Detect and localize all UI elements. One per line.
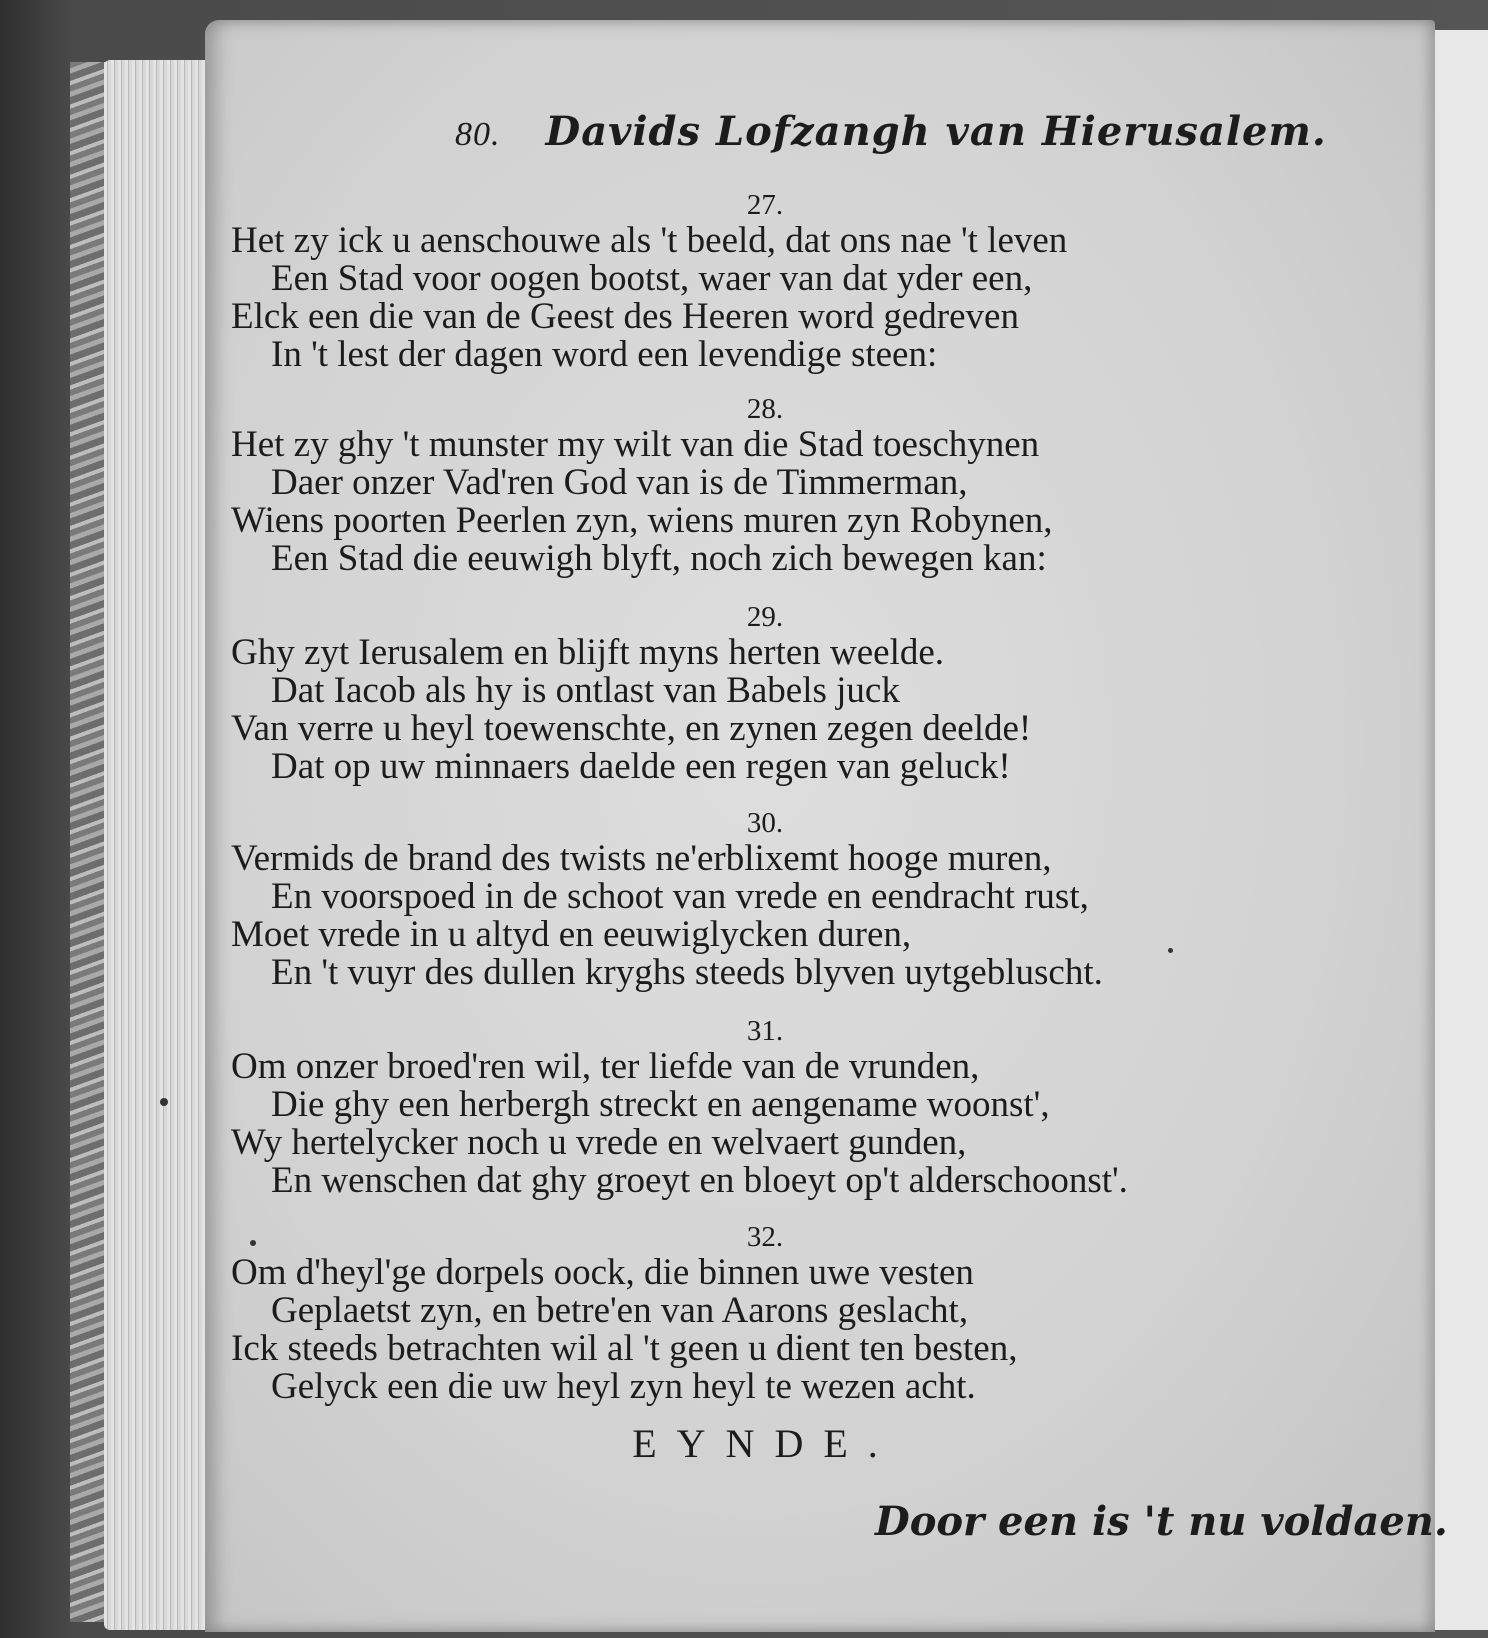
verse-line: En wenschen dat ghy groeyt en bloeyt op't alderschoonst'. — [271, 1160, 1128, 1201]
verse-line: In 't lest der dagen word een levendige steen: — [271, 334, 938, 375]
verse-line: Het zy ick u aenschouwe als 't beeld, dat ons nae 't leven — [231, 220, 1068, 261]
verse-line: En voorspoed in de schoot van vrede en eendracht rust, — [271, 876, 1089, 917]
verse-line: Ghy zyt Ierusalem en blijft myns herten weelde. — [231, 632, 945, 673]
verse-line: Van verre u heyl toewenschte, en zynen zegen deelde! — [231, 708, 1032, 749]
ink-speck — [1168, 948, 1173, 953]
stanza-number: 32. — [746, 1221, 784, 1253]
stanza-29 — [225, 600, 1305, 786]
verse-line: Om d'heyl'ge dorpels oock, die binnen uwe vesten — [231, 1252, 974, 1293]
page-number: 80. — [455, 116, 501, 153]
verse-line: Wiens poorten Peerlen zyn, wiens muren zyn Robynen, — [231, 500, 1053, 541]
stanza-28 — [225, 392, 1305, 578]
verse-line: Elck een die van de Geest des Heeren word gedreven — [231, 296, 1019, 337]
verse-line: En 't vuyr des dullen kryghs steeds blyven uytgebluscht. — [271, 952, 1103, 993]
stanza-number: 30. — [746, 807, 784, 839]
verse-line: Dat op uw minnaers daelde een regen van geluck! — [271, 746, 1011, 787]
verse-line: Een Stad voor oogen bootst, waer van dat yder een, — [271, 258, 1033, 299]
stanza-number: 31. — [746, 1015, 784, 1047]
catchword: Door een is 't nu voldaen. — [875, 1498, 1448, 1545]
stanza-number: 29. — [746, 601, 784, 633]
ink-speck — [250, 1240, 256, 1246]
verse-line: Gelyck een die uw heyl zyn heyl te wezen acht. — [271, 1366, 976, 1407]
verse-line: Wy hertelycker noch u vrede en welvaert gunden, — [231, 1122, 967, 1163]
stanza-27 — [225, 188, 1305, 374]
verse-line: Geplaetst zyn, en betre'en van Aarons geslacht, — [271, 1290, 969, 1331]
verse-line: Een Stad die eeuwigh blyft, noch zich bewegen kan: — [271, 538, 1047, 579]
stanza-31 — [225, 1014, 1305, 1200]
verse-line: Het zy ghy 't munster my wilt van die Stad toeschynen — [231, 424, 1040, 465]
running-title: Davids Lofzangh van Hierusalem. — [545, 108, 1327, 155]
stanza-30 — [225, 806, 1305, 992]
ink-speck — [160, 1098, 168, 1106]
running-header — [455, 108, 1327, 155]
ending-word: EYNDE. — [632, 1421, 898, 1466]
verse-line: Om onzer broed'ren wil, ter liefde van de vrunden, — [231, 1046, 980, 1087]
book-binding — [70, 62, 106, 1622]
verse-line: Daer onzer Vad'ren God van is de Timmerman, — [271, 462, 968, 503]
stanza-number: 27. — [746, 189, 784, 221]
verse-line: Vermids de brand des twists ne'erblixemt hooge muren, — [231, 838, 1052, 879]
verse-line: Moet vrede in u altyd en eeuwiglycken duren, — [231, 914, 912, 955]
stanza-32 — [225, 1220, 1305, 1406]
stanza-number: 28. — [746, 393, 784, 425]
page-edges — [104, 60, 208, 1630]
verse-line: Dat Iacob als hy is ontlast van Babels juck — [271, 670, 900, 711]
verse-line: Die ghy een herbergh streckt en aengename woonst', — [271, 1084, 1050, 1125]
verse-line: Ick steeds betrachten wil al 't geen u dient ten besten, — [231, 1328, 1018, 1369]
